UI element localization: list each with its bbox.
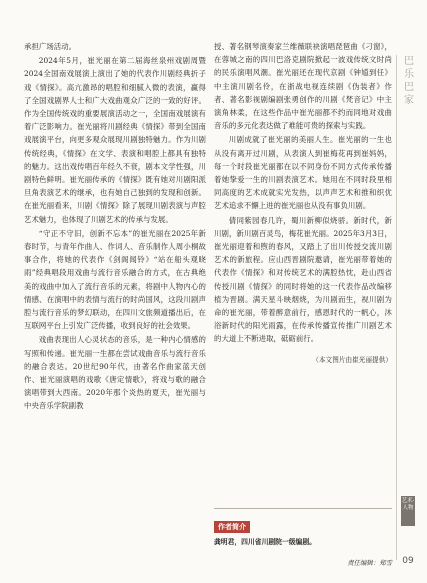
author-bio-box — [214, 508, 392, 567]
section-tab: 艺术·人物 — [401, 496, 415, 526]
section-title-char: 巴 — [404, 56, 414, 67]
photo-credit: （本文图片由崔光丽提供） — [312, 355, 392, 364]
editor-credit: 责任编辑：郑雪 — [347, 559, 392, 567]
paragraph: 承担广场活动。 — [24, 42, 77, 51]
sidebar-divider — [396, 55, 397, 560]
section-title-char: 乐 — [404, 69, 414, 80]
paragraph: 2024年5月，崔光丽在第二届海丝泉州戏剧周暨2024全国南戏展演上演出了她的代表作川剧经典折子戏《情探》。高亢激昂的唱腔和细腻入微的表演，赢得了全国戏剧界人士和广大戏曲观众广泛的一致的好评。作为全国传统戏的重要展演活动之一，全国南戏展演有着广泛影响力。崔光丽将川剧经典《情探》带到全国南戏展演平台，向更多观众展现川剧独特魅力。作为川剧传统经典，《情探》在文学、表演和唱腔上都具有独特的魅力。这出戏传唱百年经久不衰，剧本文学性强，川剧特色鲜明。崔光丽传承的《情探》既有她对川剧阳派旦角表演艺术的继承，也有她自己独到的发现和创新。在崔光丽看来，川剧《情探》除了展现川剧表演与声腔艺术魅力，也体现了川剧艺术的传承与发展。 — [24, 56, 206, 224]
author-bio-heading: 作者简介 — [214, 521, 250, 533]
section-title-char: 家 — [404, 95, 414, 106]
section-title-char: 巴 — [404, 82, 414, 93]
paragraph: 倩同紫园春几许，蜀川新柳似烧骄。新时代，新川剧，新川剧百灵鸟，梅花崔光丽。2025年3月3日，崔光丽迎着和煦的春风，又踏上了出川传授交流川剧艺术的新旅程。应山西晋剧院邀请，崔光丽带着她的代表作《情探》和对传统艺术的满腔热忱，赴山西省传授川剧《情探》的同时将她的这一代表作品改编移植为晋剧。满天星斗映烟烧，为川剧而生，视川剧为命的崔光丽，带着醉意前行，感恩时代的一帆心，沐浴新时代的阳光雨露，在传承传播宣传推广川剧艺术的大道上不断进取，砥砺前行。 — [214, 215, 392, 344]
paragraph: “守正不守旧，创新不忘本”的崔光丽在2025年新春时节，与青年作曲人、作词人、音乐制作人周小桐故事合作，将她的代表作《剑阁闻铃》“站在船头观晓雨”经典唱段用戏曲与流行音乐融合的方式，在古典绝美的戏曲中加入了流行音乐的元素，将剧中人物内心的情感、在演唱中的表情与流行的时尚国风，这段川剧声腔与流行音乐的梦幻联动，在四川文旅频道播出后，在互联网平台上引发广泛传播，收到良好的社会效果。 — [24, 228, 206, 331]
section-title — [402, 55, 416, 107]
paragraph: 授、著名钢琴演奏家兰维薇联袂演唱琵琶曲《刁窗》，在蓉城之南的四川巴洛克剧院掀起一波戏传统文时尚的民乐演唱风潮。崔光丽还在现代京剧《钟馗到任》中主演川剧名伶，在浙战电视连续剧《伪装者》作者、著名影视剧编剧张勇创作的川剧《梵音记》中主演角林柔，在这些作品中崔光丽都不约而同地对戏曲音乐的多元化表达做了难能可贵的探索与实践。 — [214, 42, 392, 131]
article-right-column — [214, 40, 392, 367]
author-bio-text: 龚明君，四川省川剧院一级编剧。 — [214, 538, 316, 546]
page-number: 09 — [402, 556, 414, 566]
paragraph: 戏曲表现出人心灵状态的音乐，是一种内心情感的写照和传递。崔光丽一生都在尝试戏曲音乐与流行音乐的融合表达。20世纪90年代，由著名作曲家蓝天创作、崔光丽演唱的戏歌《唐定情歌》，将戏与歌的融合演唱带到大西南。2020年那个炎热的夏天，崔光丽与中央音乐学院副教 — [24, 335, 206, 411]
paragraph: 川剧成就了崔光丽的美丽人生。崔光丽的一生也从没有离开过川剧，从表演人到崔梅花再到崔妈妈，每一个时段崔光丽都在以不同身份不同方式传承传播着她挚爱一生的川剧表演艺术。她用在不同时段里相同高度的艺术成就实光发热，以声声艺术和推和织优艺术追求不懈上进的崔光丽也从没有事负川剧。 — [214, 135, 392, 211]
article-left-column — [24, 40, 206, 413]
